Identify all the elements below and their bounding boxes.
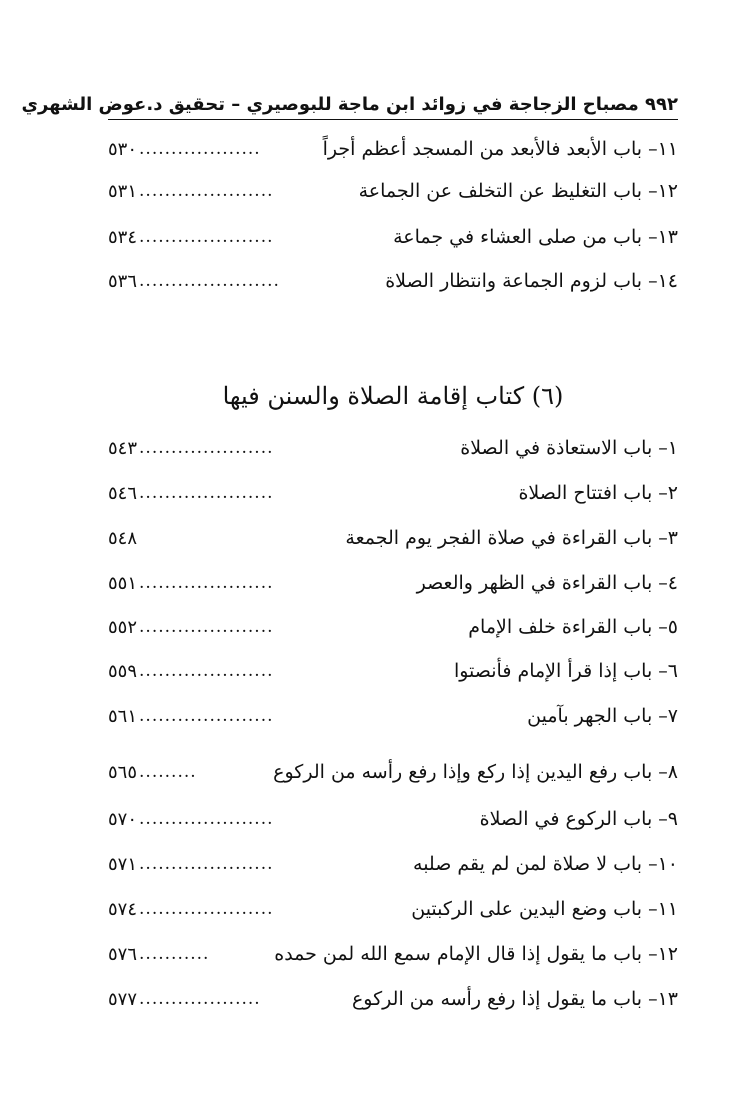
entry-page: ٥٤٣ (108, 437, 138, 459)
entry-leader (108, 483, 274, 504)
entry-page: ٥٣١ (108, 180, 138, 202)
entry-label: ٩– باب الركوع في الصلاة (479, 808, 678, 830)
toc-entry (108, 432, 678, 464)
entry-page: ٥٧٠ (108, 808, 138, 830)
entry-page: ٥٣٦ (108, 270, 138, 292)
toc-entry (108, 938, 678, 970)
entry-page: ٥٥٢ (108, 616, 138, 638)
entry-page: ٥٥١ (108, 572, 138, 594)
entry-dots: ..................... (139, 227, 274, 247)
entry-label: ٨– باب رفع اليدين إذا ركع وإذا رفع رأسه من الركوع (273, 761, 678, 783)
entry-label: ١١– باب الأبعد فالأبعد من المسجد أعظم أجراً (322, 138, 678, 160)
entry-label: ٢– باب افتتاح الصلاة (518, 482, 678, 504)
entry-page: ٥٧٤ (108, 898, 138, 920)
entry-page: ٥٣٠ (108, 138, 138, 160)
entry-leader (108, 762, 197, 783)
entry-dots: ..................... (139, 809, 274, 829)
toc-entry (108, 983, 678, 1015)
entry-dots: ..................... (139, 573, 274, 593)
entry-page: ٥٧١ (108, 853, 138, 875)
toc-entry (108, 567, 678, 599)
entry-leader (108, 854, 274, 875)
entry-dots: ..................... (139, 483, 274, 503)
entry-label: ١٣– باب ما يقول إذا رفع رأسه من الركوع (351, 988, 678, 1010)
entry-leader (108, 271, 280, 292)
toc-entry (108, 611, 678, 643)
entry-leader (108, 573, 274, 594)
toc-entry (108, 221, 678, 253)
entry-dots: ..................... (139, 617, 274, 637)
entry-label: ١٣– باب من صلى العشاء في جماعة (393, 226, 678, 248)
entry-label: ١٢– باب التغليظ عن التخلف عن الجماعة (358, 180, 678, 202)
entry-leader (108, 528, 139, 549)
running-header (21, 88, 678, 120)
toc-entry (108, 133, 678, 165)
toc-entry (108, 522, 678, 554)
entry-dots: ..................... (139, 661, 274, 681)
toc-entry (108, 700, 678, 732)
entry-page: ٥٥٩ (108, 660, 138, 682)
toc-entry (108, 477, 678, 509)
toc-entry (108, 893, 678, 925)
toc-entry (108, 175, 678, 207)
entry-dots: ..................... (139, 181, 274, 201)
entry-leader (108, 899, 274, 920)
entry-label: ٣– باب القراءة في صلاة الفجر يوم الجمعة (345, 527, 678, 549)
entry-label: ١٠– باب لا صلاة لمن لم يقم صلبه (413, 853, 678, 875)
entry-page: ٥٣٤ (108, 226, 138, 248)
entry-leader (108, 227, 274, 248)
entry-leader (108, 944, 209, 965)
entry-dots: ..................... (139, 854, 274, 874)
entry-page: ٥٤٦ (108, 482, 138, 504)
entry-label: ٤– باب القراءة في الظهر والعصر (416, 572, 678, 594)
entry-page: ٥٤٨ (108, 527, 138, 549)
entry-dots: ................... (139, 139, 261, 159)
entry-page: ٥٧٧ (108, 988, 138, 1010)
entry-dots: ..................... (139, 899, 274, 919)
entry-leader (108, 809, 274, 830)
toc-entry (108, 265, 678, 297)
entry-dots: ......... (139, 762, 197, 782)
entry-page: ٥٧٦ (108, 943, 138, 965)
entry-dots: ...................... (139, 271, 280, 291)
entry-label: ١– باب الاستعاذة في الصلاة (460, 437, 678, 459)
entry-leader (108, 617, 274, 638)
entry-label: ٥– باب القراءة خلف الإمام (468, 616, 678, 638)
entry-leader (108, 706, 274, 727)
toc-entry (108, 655, 678, 687)
entry-dots: ........... (139, 944, 210, 964)
entry-dots: ..................... (139, 438, 274, 458)
entry-label: ١١– باب وضع اليدين على الركبتين (411, 898, 678, 920)
toc-entry (108, 803, 678, 835)
entry-page: ٥٦١ (108, 705, 138, 727)
running-header-text: ٩٩٢ مصباح الزجاجة في زوائد ابن ماجة للبوصيري – تحقيق د.عوض الشهري (21, 94, 678, 115)
entry-label: ١٢– باب ما يقول إذا قال الإمام سمع الله لمن حمده (274, 943, 678, 965)
entry-dots: ..................... (139, 706, 274, 726)
entry-leader (108, 661, 274, 682)
entry-leader (108, 438, 274, 459)
entry-leader (108, 139, 261, 160)
entry-page: ٥٦٥ (108, 761, 138, 783)
entry-label: ٦– باب إذا قرأ الإمام فأنصتوا (453, 660, 678, 682)
entry-label: ٧– باب الجهر بآمين (527, 705, 678, 727)
section-title: (٦) كتاب إقامة الصلاة والسنن فيها (222, 382, 564, 410)
entry-dots: ................... (139, 989, 261, 1009)
toc-entry (108, 848, 678, 880)
entry-label: ١٤– باب لزوم الجماعة وانتظار الصلاة (385, 270, 678, 292)
entry-leader (108, 989, 261, 1010)
toc-entry (108, 756, 678, 788)
entry-leader (108, 181, 274, 202)
